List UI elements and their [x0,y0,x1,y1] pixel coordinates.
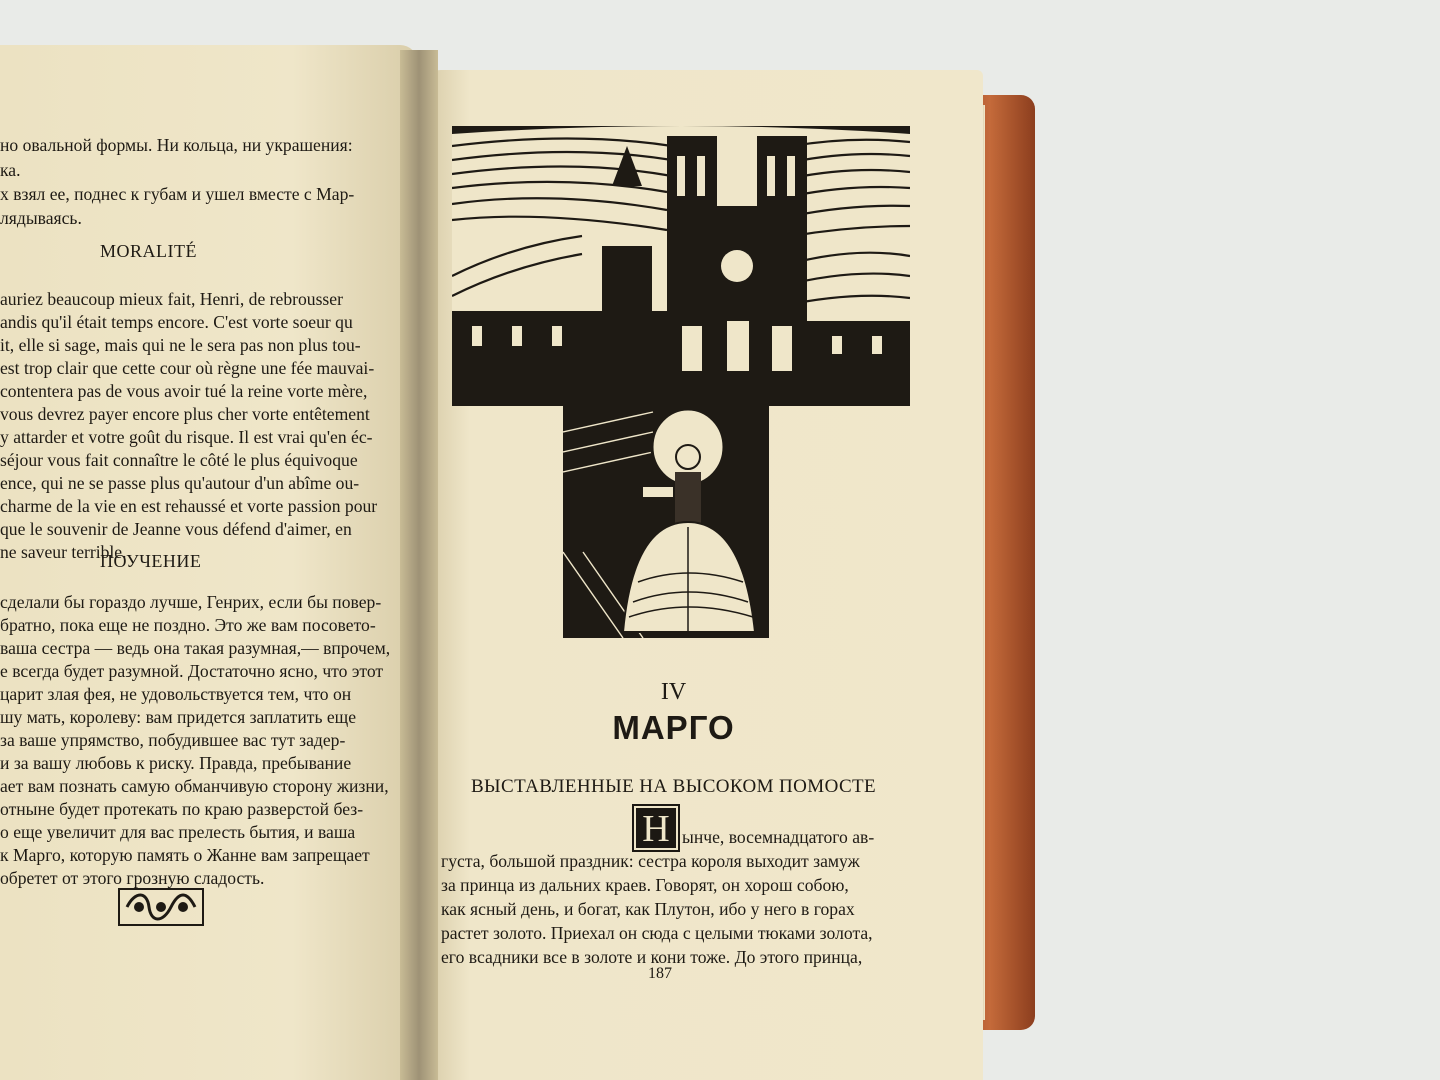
text-line: ает вам познать самую обманчивую сторону жизни, [0,776,389,796]
text-line: обретет от этого грозную сладость. [0,868,265,888]
heading-pouchenie: ПОУЧЕНИЕ [100,551,202,571]
text-line: за ваше упрямство, побудившее вас тут задер- [0,730,346,750]
text-line: andis qu'il était temps encore. C'est vorte soeur qu [0,312,353,332]
text-line: густа, большой праздник: сестра короля выходит замуж [441,851,860,871]
text-line: ваша сестра — ведь она такая разумная,— впрочем, [0,638,391,658]
text-line: auriez beaucoup mieux fait, Henri, de rebrousser [0,289,343,309]
text-line: y attarder et votre goût du risque. Il est vrai qu'en éc- [0,427,373,447]
text-line: ынче, восемнадцатого ав- [682,827,875,847]
text-line: царит злая фея, не удовольствуется тем, что он [0,684,352,704]
text-line: ка. [0,160,21,180]
text-line: но овальной формы. Ни кольца, ни украшения: [0,135,353,155]
cathedral-woodcut-illustration [452,126,910,406]
text-line: ence, qui ne se passe plus qu'autour d'un abîme ou- [0,473,360,493]
text-line: е всегда будет разумной. Достаточно ясно, что этот [0,661,384,681]
text-line: est trop clair que cette cour où règne une fée mauvai- [0,358,375,378]
text-line: сделали бы гораздо лучше, Генрих, если бы повер- [0,592,382,612]
text-line: растет золото. Приехал он сюда с целыми тюками золота, [441,923,873,943]
text-line: ne saveur terrible. [0,542,127,562]
drop-cap: Н [634,806,678,850]
section-title: ВЫСТАВЛЕННЫЕ НА ВЫСОКОМ ПОМОСТЕ [470,776,877,797]
margot-figure-woodcut-illustration [563,402,769,638]
text-line: братно, пока еще не поздно. Это же вам посовето- [0,615,376,635]
text-line: it, elle si sage, mais qui ne le sera pas non plus tou- [0,335,361,355]
page-number: 187 [648,965,672,982]
text-line: contentera pas de vous avoir tué la reine vorte mère, [0,381,368,401]
text-line: vous devrez payer encore plus cher vorte entêtement [0,404,370,424]
text-line: к Марго, которую память о Жанне вам запрещает [0,845,370,865]
text-line: как ясный день, и богат, как Плутон, ибо у него в горах [441,899,855,919]
chapter-number: IV [660,679,687,705]
text-line: и за вашу любовь к риску. Правда, пребывание [0,753,352,773]
text-line: о еще увеличит для вас прелесть бытия, и ваша [0,822,356,842]
text-line: его всадники все в золоте и кони тоже. До этого принца, [441,947,863,967]
text-line: лядываясь. [0,208,82,228]
text-line: отныне будет протекать по краю разверстой без- [0,799,364,819]
text-line: х взял ее, поднес к губам и ушел вместе с Мар- [0,184,355,204]
chapter-title: МАРГО [612,709,735,746]
text-line: charme de la vie en est rehaussé et vorte passion pour [0,496,378,516]
text-line: за принца из дальних краев. Говорят, он хорош собою, [441,875,849,895]
text-line: que le souvenir de Jeanne vous défend d'aimer, en [0,519,352,539]
heading-moralite: MORALITÉ [100,241,197,261]
text-line: séjour vous fait connaître le côté le plus équivoque [0,450,358,470]
text-line: шу мать, королеву: вам придется заплатить еще [0,707,357,727]
book-gutter [400,50,438,1080]
ornament-tailpiece [117,885,205,929]
